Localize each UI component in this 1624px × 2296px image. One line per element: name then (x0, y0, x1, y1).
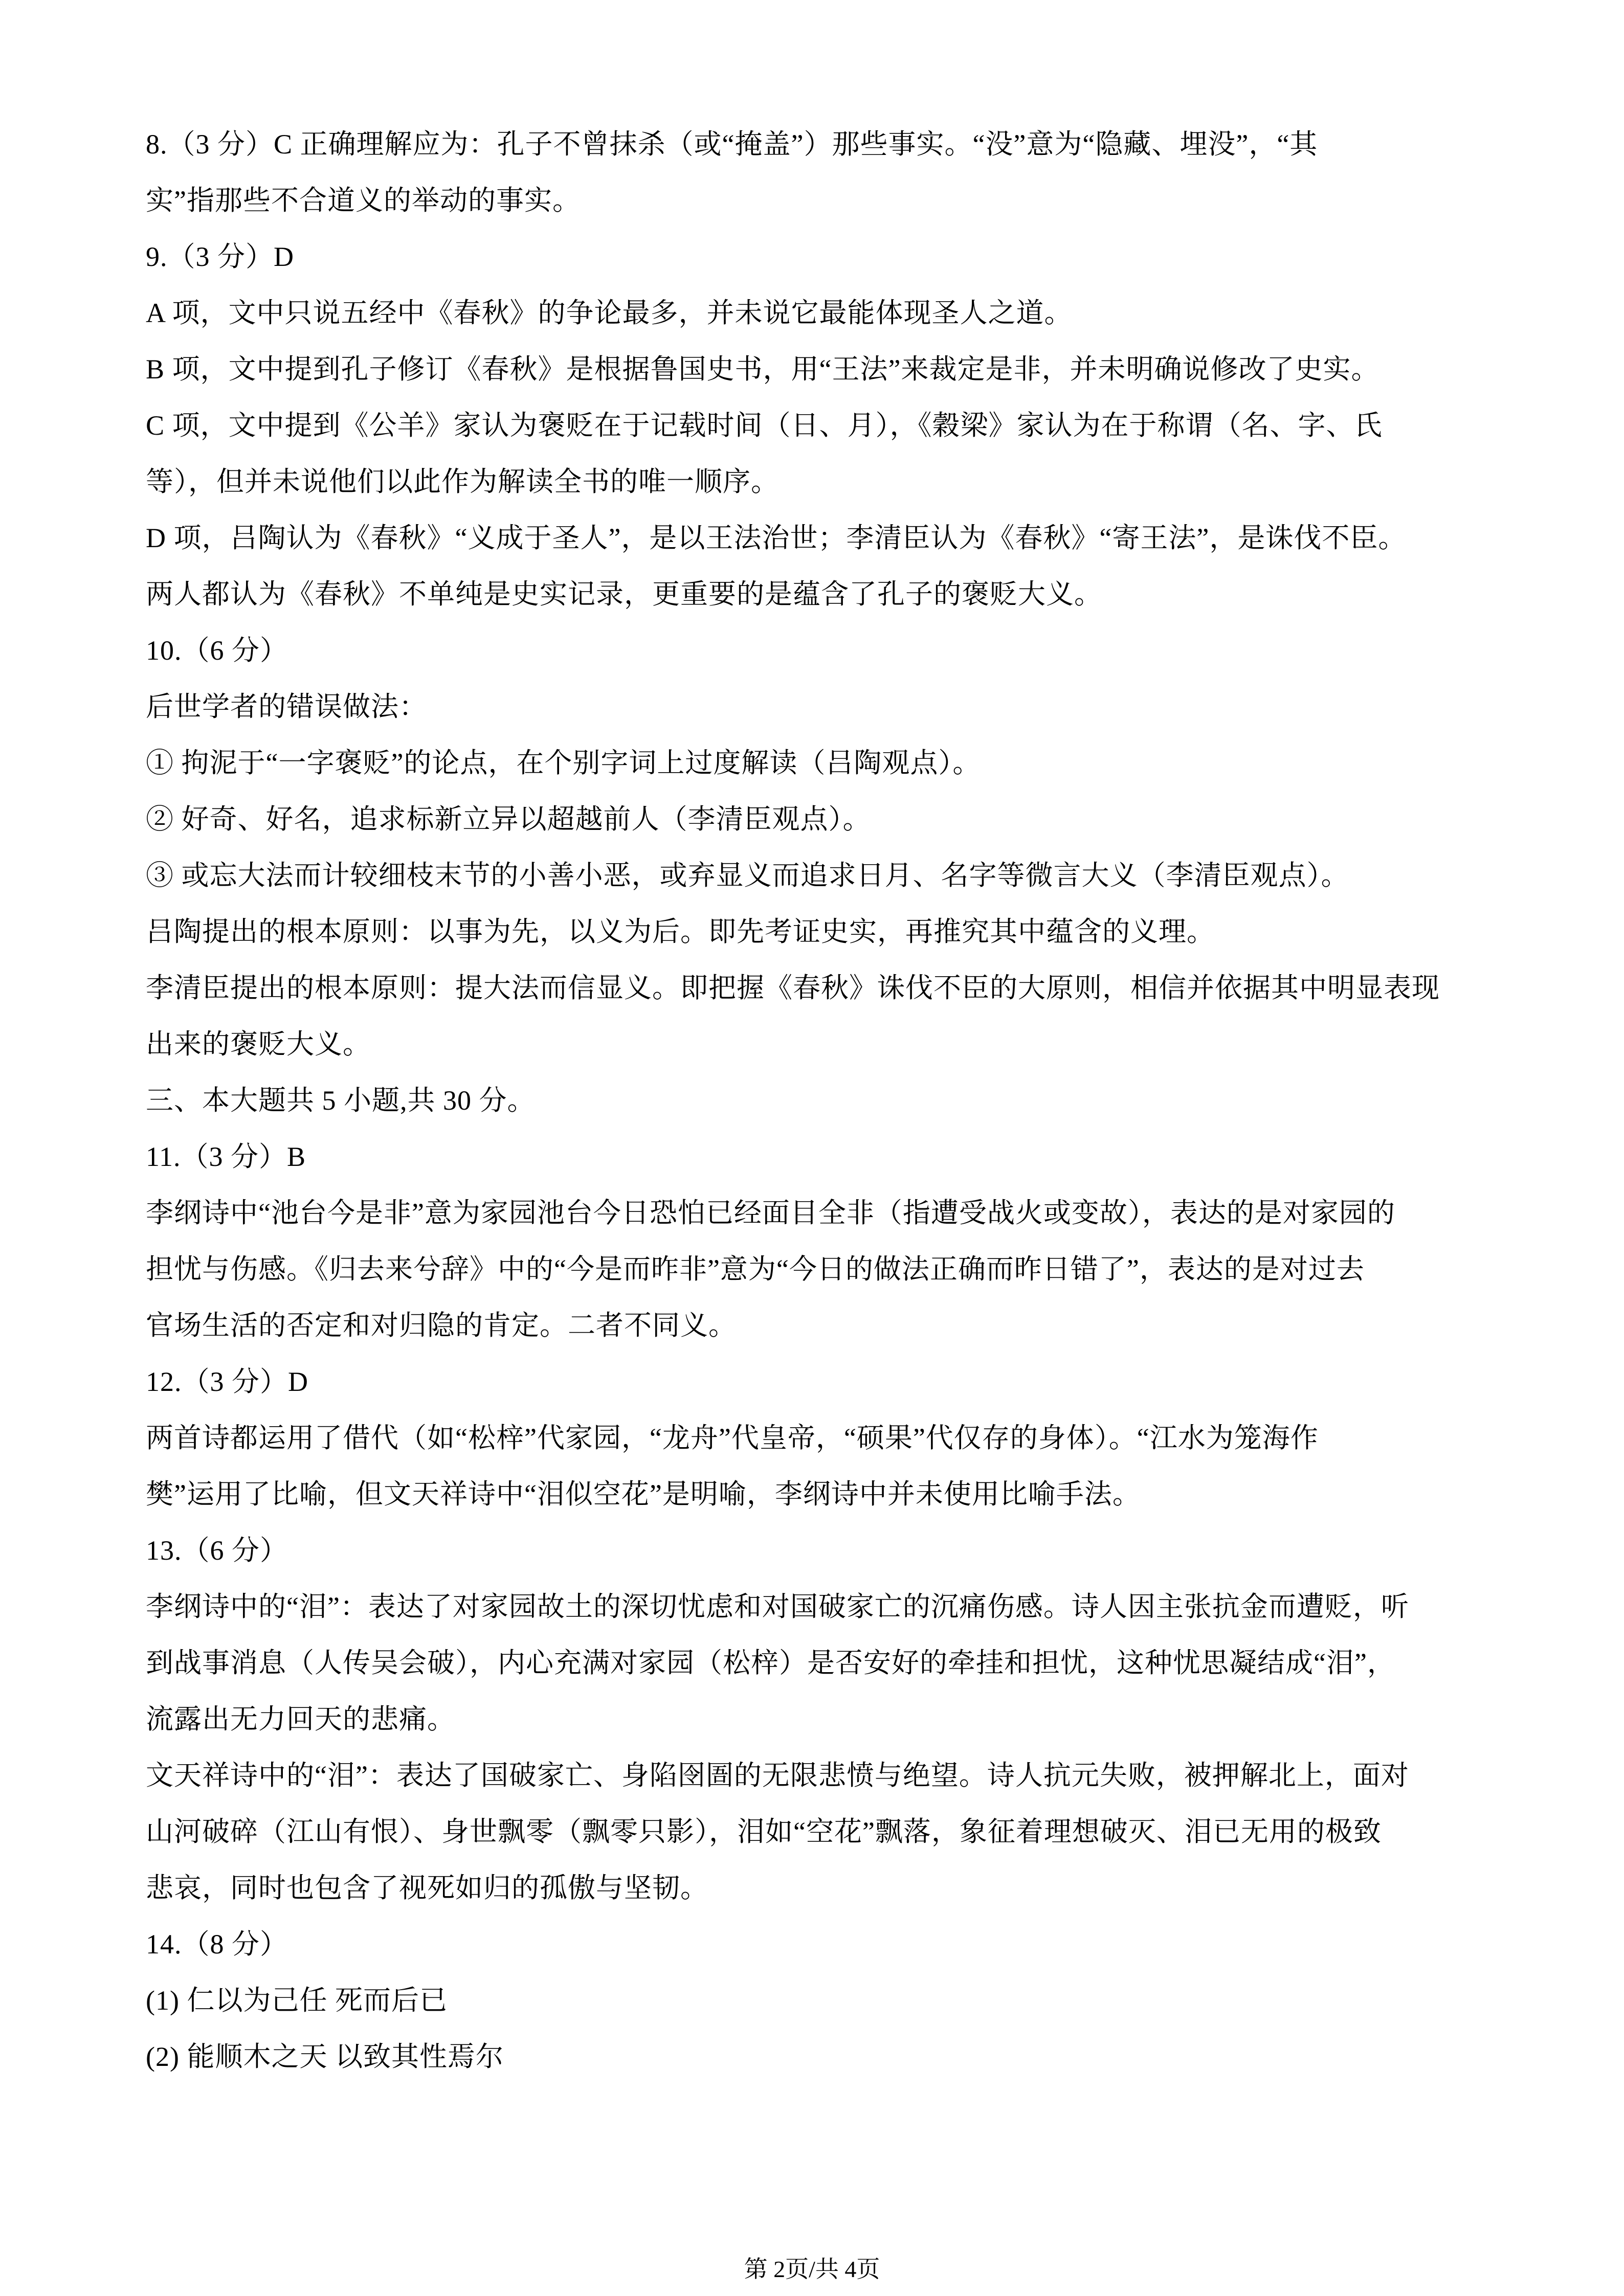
answer-line: 李纲诗中“池台今是非”意为家园池台今日恐怕已经面目全非（指遭受战火或变故），表达的是对家园的 (146, 1198, 1395, 1228)
answer-line: (2) 能顺木之天 以致其性焉尔 (146, 2041, 504, 2072)
answer-line: 樊”运用了比喻，但文天祥诗中“泪似空花”是明喻，李纲诗中并未使用比喻手法。 (146, 1479, 1141, 1510)
answer-line: 吕陶提出的根本原则：以事为先，以义为后。即先考证史实，再推究其中蕴含的义理。 (146, 916, 1215, 947)
section-heading: 三、本大题共 5 小题,共 30 分。 (146, 1085, 536, 1116)
answer-line: 悲哀，同时也包含了视死如归的孤傲与坚韧。 (146, 1873, 708, 1903)
answer-line: 李纲诗中的“泪”：表达了对家园故土的深切忧虑和对国破家亡的沉痛伤感。诗人因主张抗金而遭贬，听 (146, 1591, 1409, 1622)
answer-line: ② 好奇、好名，追求标新立异以超越前人（李清臣观点）。 (146, 804, 871, 835)
answer-line: C 项，文中提到《公羊》家认为褒贬在于记载时间（日、月），《穀梁》家认为在于称谓（名、字、氏 (146, 410, 1383, 441)
answer-line: 等），但并未说他们以此作为解读全书的唯一顺序。 (146, 466, 779, 497)
answer-line: 9.（3 分）D (146, 241, 294, 272)
answer-line: 出来的褒贬大义。 (146, 1029, 371, 1060)
answer-line: 文天祥诗中的“泪”：表达了国破家亡、身陷囹圄的无限悲愤与绝望。诗人抗元失败，被押解北上，面对 (146, 1760, 1409, 1791)
answer-line: 流露出无力回天的悲痛。 (146, 1704, 455, 1735)
answer-line: 后世学者的错误做法： (146, 691, 427, 722)
answer-line: 山河破碎（江山有恨）、身世飘零（飘零只影），泪如“空花”飘落，象征着理想破灭、泪已无用的极致 (146, 1816, 1382, 1847)
answer-line: 8.（3 分）C 正确理解应为：孔子不曾抹杀（或“掩盖”）那些事实。“没”意为“隐藏、埋没”，“其 (146, 129, 1318, 160)
answer-line: 12.（3 分）D (146, 1366, 308, 1397)
answer-line: 李清臣提出的根本原则：提大法而信显义。即把握《春秋》诛伐不臣的大原则，相信并依据其中明显表现 (146, 973, 1440, 1003)
answer-line: 到战事消息（人传吴会破），内心充满对家园（松梓）是否安好的牵挂和担忧，这种忧思凝结成“泪”， (146, 1648, 1395, 1678)
answer-line: B 项，文中提到孔子修订《春秋》是根据鲁国史书，用“王法”来裁定是非，并未明确说修改了史实。 (146, 354, 1380, 385)
answer-line: 10.（6 分） (146, 635, 288, 666)
answer-line: 两人都认为《春秋》不单纯是史实记录，更重要的是蕴含了孔子的褒贬大义。 (146, 579, 1102, 610)
answer-line: ③ 或忘大法而计较细枝末节的小善小恶，或弃显义而追求日月、名字等微言大义（李清臣观点）。 (146, 860, 1349, 891)
answer-line: 14.（8 分） (146, 1929, 288, 1960)
answer-line: A 项，文中只说五经中《春秋》的争论最多，并未说它最能体现圣人之道。 (146, 298, 1073, 328)
answer-line: 11.（3 分）B (146, 1141, 306, 1172)
answer-line: 两首诗都运用了借代（如“松梓”代家园，“龙舟”代皇帝，“硕果”代仅存的身体）。“江水为笼海作 (146, 1423, 1319, 1453)
answer-line: (1) 仁以为己任 死而后已 (146, 1985, 448, 2016)
answer-line: D 项，吕陶认为《春秋》“义成于圣人”，是以王法治世；李清臣认为《春秋》“寄王法”，是诛伐不臣。 (146, 523, 1407, 553)
page-number: 第 2页/共 4页 (744, 2256, 880, 2282)
answer-line: 13.（6 分） (146, 1535, 288, 1566)
answer-sheet-page (146, 116, 1506, 2085)
answer-line: ① 拘泥于“一字褒贬”的论点，在个别字词上过度解读（吕陶观点）。 (146, 748, 981, 778)
answer-line: 担忧与伤感。《归去来兮辞》中的“今是而昨非”意为“今日的做法正确而昨日错了”，表达的是对过去 (146, 1254, 1365, 1285)
answer-line: 官场生活的否定和对归隐的肯定。二者不同义。 (146, 1310, 737, 1341)
answer-line: 实”指那些不合道义的举动的事实。 (146, 185, 581, 216)
